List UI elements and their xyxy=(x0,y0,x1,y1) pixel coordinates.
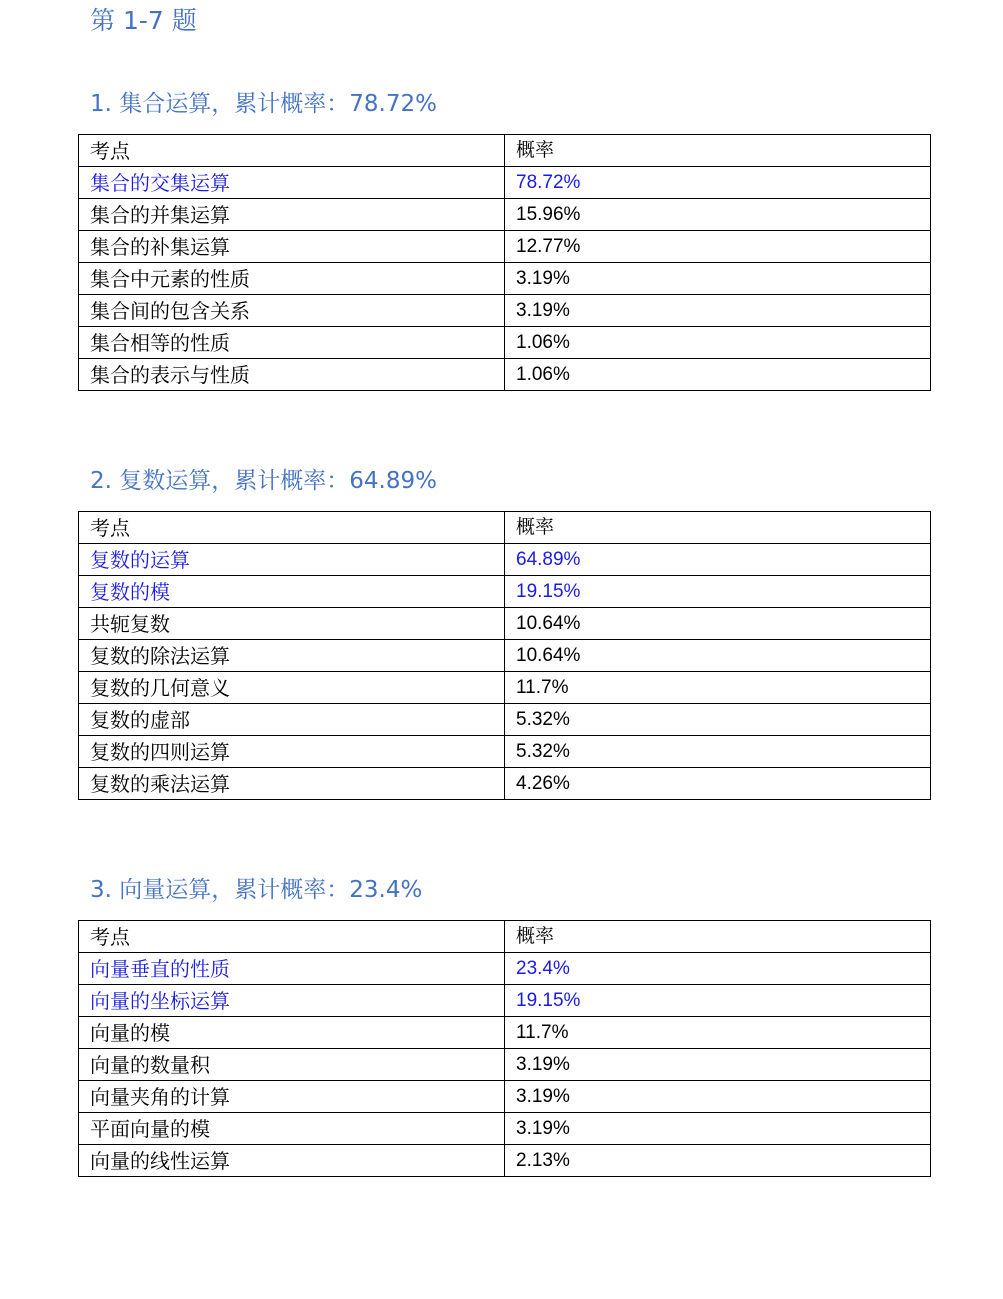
header-probability-cell: 概率 xyxy=(505,512,931,544)
table-row xyxy=(79,359,931,391)
topic-cell: 复数的虚部 xyxy=(79,704,505,736)
topic-cell: 向量夹角的计算 xyxy=(79,1081,505,1113)
table-row xyxy=(79,231,931,263)
header-topic-cell: 考点 xyxy=(79,512,505,544)
table-row xyxy=(79,768,931,800)
table-row xyxy=(79,640,931,672)
probability-cell: 4.26% xyxy=(505,768,931,800)
probability-cell: 19.15% xyxy=(505,985,931,1017)
table-row xyxy=(79,1017,931,1049)
table-row xyxy=(79,1113,931,1145)
probability-cell: 23.4% xyxy=(505,953,931,985)
topic-cell: 向量的数量积 xyxy=(79,1049,505,1081)
probability-cell: 2.13% xyxy=(505,1145,931,1177)
vectors-table-body xyxy=(79,921,931,1177)
topic-cell: 集合的并集运算 xyxy=(79,199,505,231)
probability-cell: 3.19% xyxy=(505,295,931,327)
probability-cell: 1.06% xyxy=(505,327,931,359)
topic-cell: 复数的几何意义 xyxy=(79,672,505,704)
probability-cell: 15.96% xyxy=(505,199,931,231)
vectors-topic-table xyxy=(78,920,931,1177)
table-row xyxy=(79,1049,931,1081)
topic-cell: 集合的交集运算 xyxy=(79,167,505,199)
topic-cell: 向量的模 xyxy=(79,1017,505,1049)
table-row xyxy=(79,953,931,985)
table-row xyxy=(79,1081,931,1113)
table-row xyxy=(79,295,931,327)
probability-cell: 10.64% xyxy=(505,640,931,672)
probability-cell: 5.32% xyxy=(505,736,931,768)
topic-cell: 复数的乘法运算 xyxy=(79,768,505,800)
probability-cell: 12.77% xyxy=(505,231,931,263)
probability-cell: 5.32% xyxy=(505,704,931,736)
topic-cell: 共轭复数 xyxy=(79,608,505,640)
table-header-row xyxy=(79,135,931,167)
topic-cell: 复数的除法运算 xyxy=(79,640,505,672)
topic-cell: 集合的补集运算 xyxy=(79,231,505,263)
topic-cell: 集合中元素的性质 xyxy=(79,263,505,295)
table-header-row xyxy=(79,512,931,544)
topic-cell: 向量的坐标运算 xyxy=(79,985,505,1017)
probability-cell: 10.64% xyxy=(505,608,931,640)
section-heading-vectors: 3. 向量运算，累计概率：23.4% xyxy=(90,877,423,903)
topic-cell: 集合的表示与性质 xyxy=(79,359,505,391)
table-row xyxy=(79,985,931,1017)
probability-cell: 3.19% xyxy=(505,1081,931,1113)
header-probability-cell: 概率 xyxy=(505,135,931,167)
probability-cell: 11.7% xyxy=(505,1017,931,1049)
topic-cell: 复数的模 xyxy=(79,576,505,608)
topic-cell: 向量的线性运算 xyxy=(79,1145,505,1177)
table-row xyxy=(79,327,931,359)
header-topic-cell: 考点 xyxy=(79,135,505,167)
topic-cell: 复数的四则运算 xyxy=(79,736,505,768)
sets-table-body xyxy=(79,135,931,391)
probability-cell: 3.19% xyxy=(505,263,931,295)
table-row xyxy=(79,544,931,576)
section-heading-sets: 1. 集合运算，累计概率：78.72% xyxy=(90,91,437,117)
topic-cell: 平面向量的模 xyxy=(79,1113,505,1145)
table-row xyxy=(79,576,931,608)
table-row xyxy=(79,736,931,768)
probability-cell: 19.15% xyxy=(505,576,931,608)
table-row xyxy=(79,167,931,199)
table-header-row xyxy=(79,921,931,953)
page-title: 第 1-7 题 xyxy=(90,6,197,35)
table-row xyxy=(79,704,931,736)
probability-cell: 64.89% xyxy=(505,544,931,576)
topic-cell: 集合相等的性质 xyxy=(79,327,505,359)
sets-topic-table xyxy=(78,134,931,391)
topic-cell: 向量垂直的性质 xyxy=(79,953,505,985)
probability-cell: 3.19% xyxy=(505,1113,931,1145)
table-row xyxy=(79,199,931,231)
section-heading-complex: 2. 复数运算，累计概率：64.89% xyxy=(90,468,437,494)
topic-cell: 复数的运算 xyxy=(79,544,505,576)
table-row xyxy=(79,608,931,640)
table-row xyxy=(79,263,931,295)
complex-table-body xyxy=(79,512,931,800)
table-row xyxy=(79,672,931,704)
header-topic-cell: 考点 xyxy=(79,921,505,953)
probability-cell: 1.06% xyxy=(505,359,931,391)
table-row xyxy=(79,1145,931,1177)
topic-cell: 集合间的包含关系 xyxy=(79,295,505,327)
probability-cell: 78.72% xyxy=(505,167,931,199)
probability-cell: 3.19% xyxy=(505,1049,931,1081)
probability-cell: 11.7% xyxy=(505,672,931,704)
header-probability-cell: 概率 xyxy=(505,921,931,953)
complex-topic-table xyxy=(78,511,931,800)
